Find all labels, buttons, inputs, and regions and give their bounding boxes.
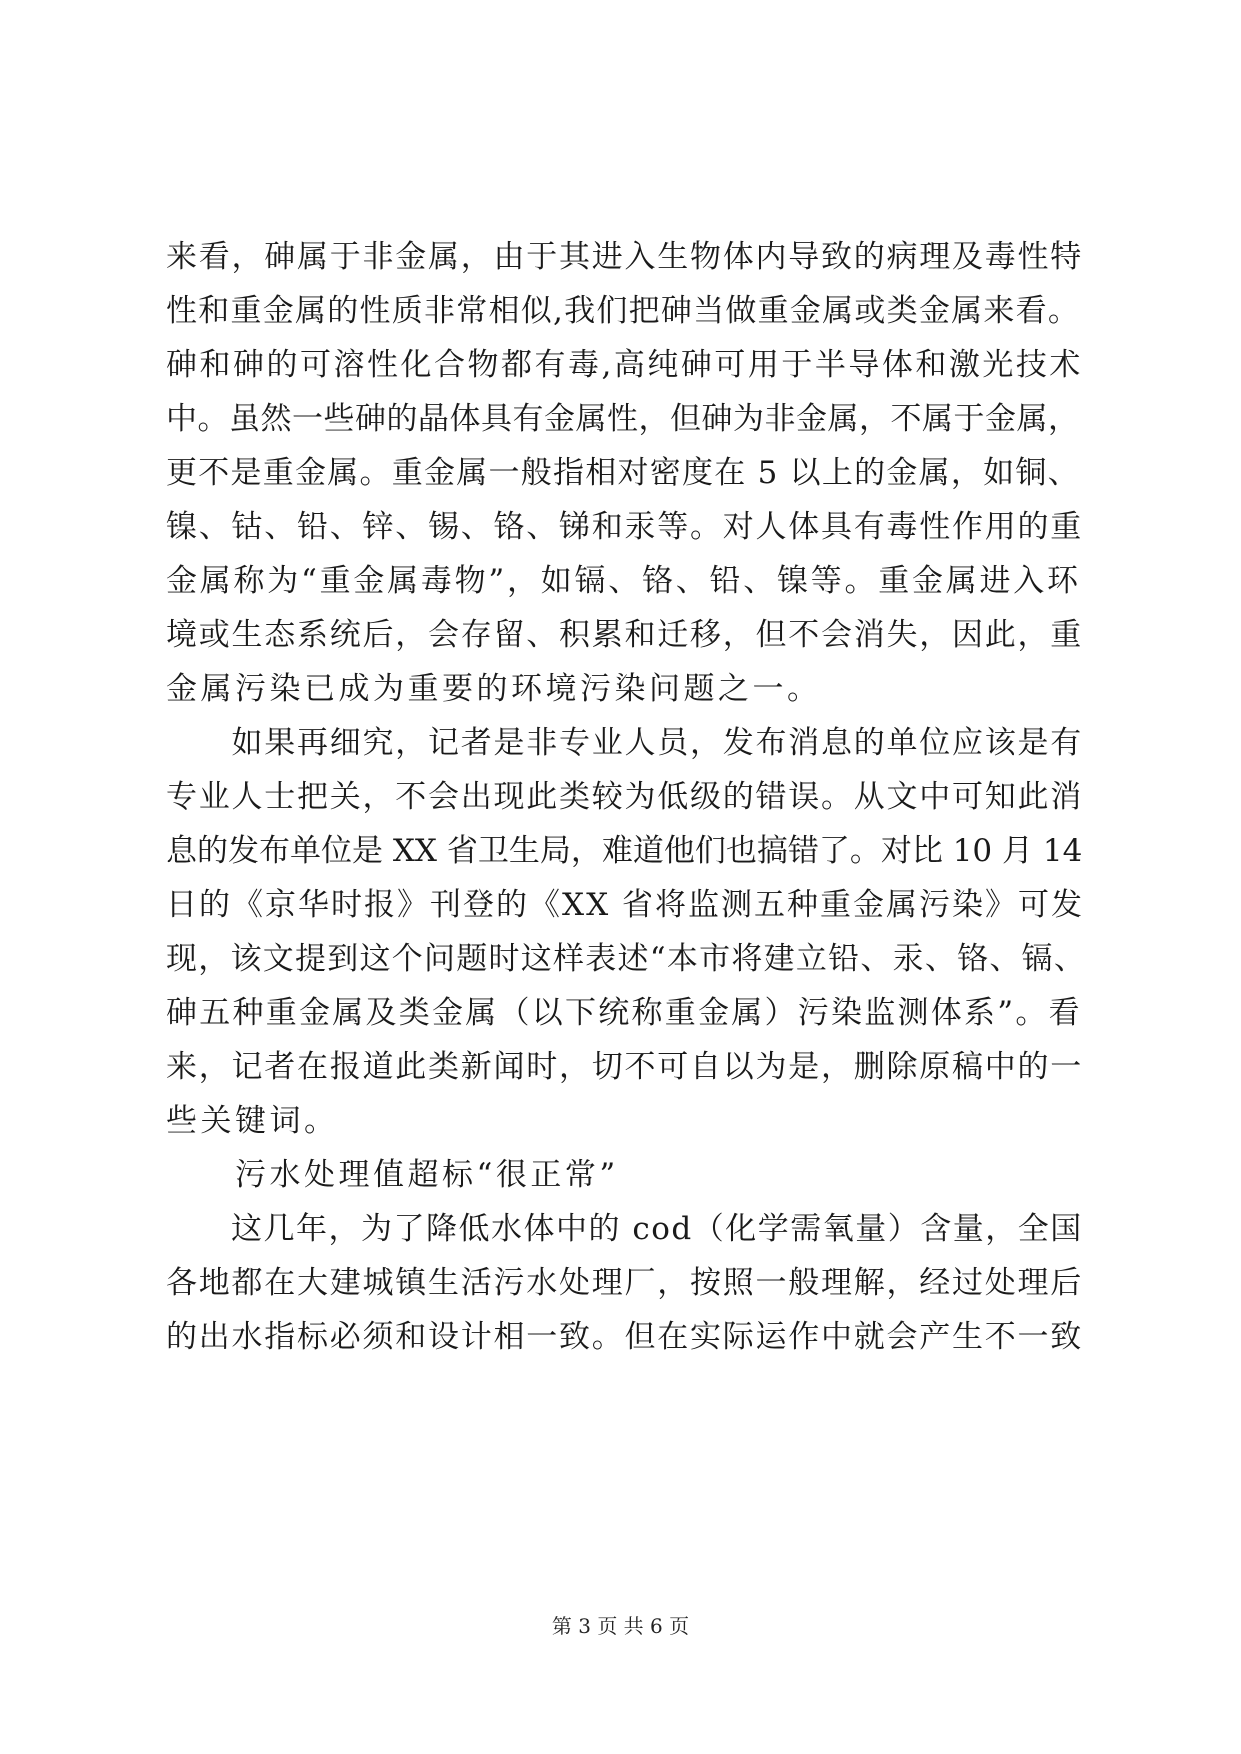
text-line: 镍、钴、铅、锌、锡、铬、锑和汞等。对人体具有毒性作用的重 [166,509,1083,545]
text-line: 如果再细究，记者是非专业人员，发布消息的单位应该是有 [166,725,1083,761]
body-text [166,230,1086,1364]
page-footer: 第 3 页 共 6 页 [551,1614,690,1638]
text-line: 境或生态系统后，会存留、积累和迁移，但不会消失，因此，重 [166,617,1083,653]
text-line: 的出水指标必须和设计相一致。但在实际运作中就会产生不一致 [166,1319,1083,1355]
text-line: 中。虽然一些砷的晶体具有金属性，但砷为非金属，不属于金属， [166,401,1080,437]
text-line: 砷五种重金属及类金属（以下统称重金属）污染监测体系”。看 [166,995,1082,1031]
text-line: 日的《京华时报》刊登的《XX 省将监测五种重金属污染》可发 [166,887,1084,923]
text-line: 性和重金属的性质非常相似,我们把砷当做重金属或类金属来看。 [166,293,1081,329]
text-line: 专业人士把关，不会出现此类较为低级的错误。从文中可知此消 [166,779,1083,815]
text-line: 金属称为“重金属毒物”，如镉、铬、铅、镍等。重金属进入环 [166,563,1081,599]
text-line: 些关键词。 [166,1103,339,1139]
text-line: 更不是重金属。重金属一般指相对密度在 5 以上的金属，如铜、 [166,455,1080,491]
text-line: 现，该文提到这个问题时这样表述“本市将建立铅、汞、铬、镉、 [166,941,1087,977]
text-line: 息的发布单位是 XX 省卫生局，难道他们也搞错了。对比 10 月 14 [166,833,1083,869]
text-line: 各地都在大建城镇生活污水处理厂，按照一般理解，经过处理后 [166,1265,1083,1301]
text-line: 来，记者在报道此类新闻时，切不可自以为是，删除原稿中的一 [166,1049,1083,1085]
text-line: 砷和砷的可溶性化合物都有毒,高纯砷可用于半导体和激光技术 [166,347,1083,383]
text-line: 这几年，为了降低水体中的 cod（化学需氧量）含量，全国 [166,1211,1083,1247]
text-line: 金属污染已成为重要的环境污染问题之一。 [166,671,822,707]
text-line: 来看，砷属于非金属，由于其进入生物体内导致的病理及毒性特 [166,239,1083,275]
section-heading: 污水处理值超标“很正常” [166,1157,619,1193]
